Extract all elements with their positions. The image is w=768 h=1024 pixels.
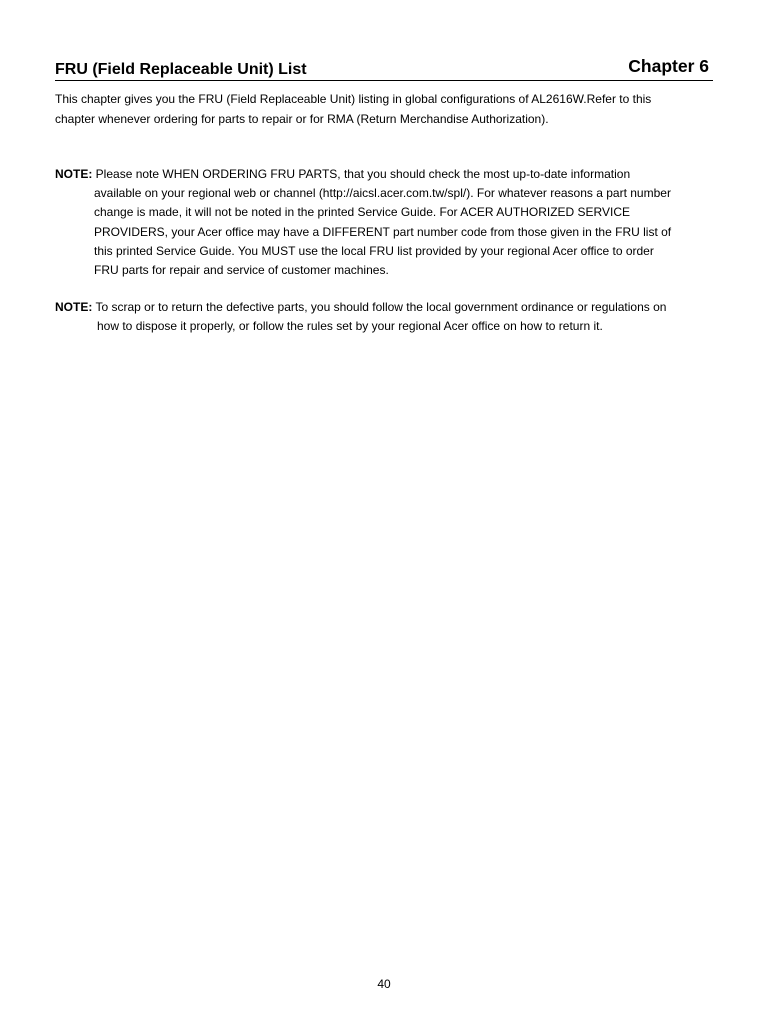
note-first-line: [55, 298, 725, 317]
note-label: NOTE:: [55, 300, 93, 314]
note-scrap-parts: [55, 298, 725, 336]
note-line: how to dispose it properly, or follow the rules set by your regional Acer office on how to return it.: [97, 319, 603, 334]
note-first-line: [55, 165, 725, 184]
section-title: FRU (Field Replaceable Unit) List: [55, 61, 307, 78]
intro-line-2: chapter whenever ordering for parts to repair or for RMA (Return Merchandise Authorization).: [55, 111, 549, 126]
note-line: change is made, it will not be noted in the printed Service Guide. For ACER AUTHORIZED SERVICE: [94, 205, 631, 220]
chapter-label: Chapter 6: [628, 56, 709, 76]
page-number: 40: [377, 977, 391, 991]
note-text: Please note WHEN ORDERING FRU PARTS, that you should check the most up-to-date information: [92, 167, 631, 181]
note-line: FRU parts for repair and service of customer machines.: [94, 263, 389, 278]
intro-paragraph: [55, 90, 715, 129]
intro-line-1: This chapter gives you the FRU (Field Replaceable Unit) listing in global configurations of AL2616W.Refer to this: [55, 92, 652, 106]
note-ordering-fru: [55, 165, 725, 280]
note-line: this printed Service Guide. You MUST use the local FRU list provided by your regional Acer office to order: [94, 243, 654, 258]
note-line: PROVIDERS, your Acer office may have a DIFFERENT part number code from those given in the FRU list of: [94, 224, 672, 239]
note-text: To scrap or to return the defective parts, you should follow the local government ordinance or regulations on: [92, 300, 667, 314]
note-line: available on your regional web or channel (http://aicsl.acer.com.tw/spl/). For whatever reasons a part number: [94, 186, 671, 201]
page-header: [55, 54, 713, 81]
note-label: NOTE:: [55, 167, 93, 181]
